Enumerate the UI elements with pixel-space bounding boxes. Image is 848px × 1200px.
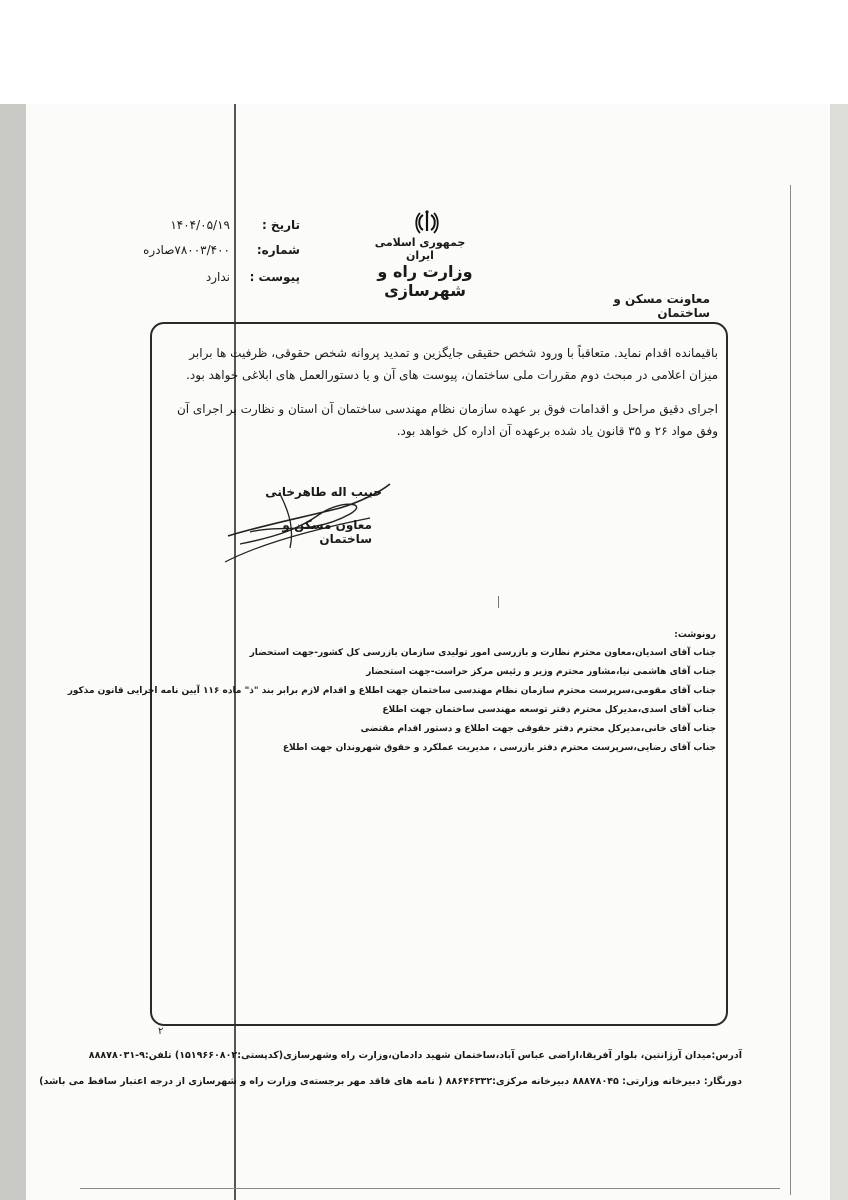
date-value: ۱۴۰۴/۰۵/۱۹: [170, 218, 230, 232]
number-value: ۷۸۰۰۳/۴۰۰صادره: [143, 243, 230, 257]
republic-title: جمهوری اسلامی ایران: [374, 236, 466, 262]
date-label: تاریخ :: [261, 218, 300, 232]
attachment-label: پیوست :: [249, 270, 300, 284]
date-row: [120, 218, 300, 238]
cc-line: جناب آقای هاشمی نیا،مشاور محترم وزیر و رئیس مرکز حراست-جهت استحضار: [366, 667, 716, 677]
signer-name: حبیب اله طاهرخانی: [265, 485, 382, 499]
deputy-heading: معاونت مسکن و ساختمان: [613, 292, 710, 320]
number-row: [120, 243, 300, 263]
attachment-value: ندارد: [205, 270, 230, 284]
footer-phones: دورنگار: دبیرخانه وزارتی: ۸۸۸۷۸۰۴۵ دبیرخانه مرکزی:۸۸۶۴۶۳۳۲ ( نامه های فاقد مهر برجسته‌ی وزارت راه و شهرسازی از درجه اعتبار ساقط می باشد): [39, 1076, 742, 1087]
page-number: ۲: [158, 1026, 164, 1037]
footer-address: آدرس:میدان آرژانتین، بلوار آفریقا،اراضی عباس آباد،ساختمان شهید دادمان،وزارت راه وشهرسازی(کدپستی:۱۵۱۹۶۶۰۸۰۲) تلفن:۹-۸۸۸۷۸۰۳۱: [88, 1050, 742, 1061]
attachment-row: [120, 270, 300, 290]
iran-emblem-icon: [414, 209, 440, 237]
ministry-title: وزارت راه و شهرسازی: [377, 262, 473, 300]
signer-title: معاون مسکن و ساختمان: [282, 518, 372, 546]
cc-line: جناب آقای خانی،مدیرکل محترم دفتر حقوقی جهت اطلاع و دستور اقدام مقتضی: [360, 724, 716, 734]
cc-line: جناب آقای رضایی،سرپرست محترم دفتر بازرسی ، مدیریت عملکرد و حقوق شهروندان جهت اطلاع: [282, 743, 716, 753]
paper-edge-line: [790, 185, 791, 1195]
cc-heading: رونوشت:: [674, 630, 716, 640]
number-label: شماره:: [256, 243, 300, 257]
cc-line: جناب آقای اسدیان،معاون محترم نظارت و بازرسی امور تولیدی سازمان بازرسی کل کشور-جهت استحضار: [249, 648, 716, 658]
cc-line: جناب آقای مقومی،سرپرست محترم سازمان نظام مهندسی ساختمان جهت اطلاع و اقدام لازم برابر بند "ذ" ماده ۱۱۶ آیین نامه اجرایی قانون مذکور: [67, 686, 716, 696]
paper-bottom-line: [80, 1188, 780, 1189]
scan-right-shadow: [830, 104, 848, 1200]
scan-left-shadow: [0, 104, 26, 1200]
body-paragraph-1: باقیمانده اقدام نماید. متعاقباً با ورود شخص حقیقی جایگزین و تمدید پروانه شخص حقوقی، ظرفیت ها برابر میزان اعلامی در مبحث دوم مقررات ملی ساختمان، پیوست های آن و یا دستورالعمل های ابلاغی خواهد بود.: [186, 346, 718, 382]
scan-mark: [498, 596, 499, 608]
body-paragraph-2: اجرای دقیق مراحل و اقدامات فوق بر عهده سازمان نظام مهندسی ساختمان آن استان و نظارت بر اجرای آن وفق مواد ۲۶ و ۳۵ قانون یاد شده برعهده آن اداره کل خواهد بود.: [176, 402, 718, 438]
cc-line: جناب آقای اسدی،مدیرکل محترم دفتر توسعه مهندسی ساختمان جهت اطلاع: [382, 705, 716, 715]
